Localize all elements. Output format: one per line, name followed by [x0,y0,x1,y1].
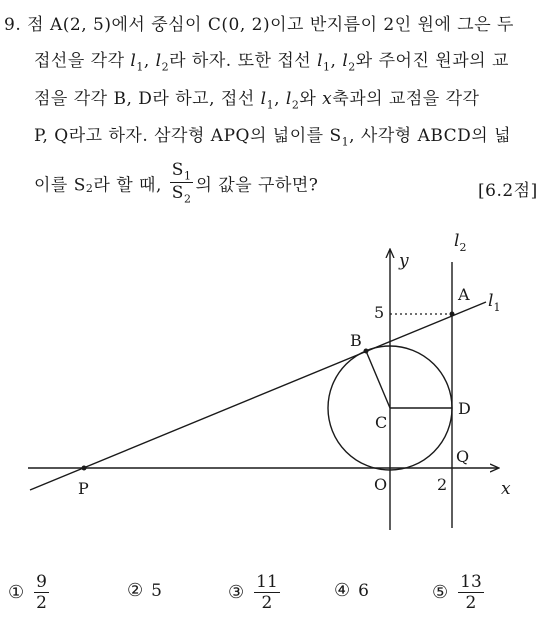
problem-line-5: 이를 $S_2$라 할 때, $\frac{S_1}{S_2}$ 의 값을 구하면? [34,160,319,206]
choice-4[interactable]: ④ 6 [334,580,369,601]
label-point-a: A [458,285,470,304]
problem-line-2: 접선을 각각 $l_1$, $l_2$라 하자. 또한 접선 $l_1$, $l_2$와 주어진 원과의 교 [34,51,509,74]
problem-line-4: P, Q라고 하자. 삼각형 APQ의 넓이를 $S_1$, 사각형 ABCD의 넓 [34,126,512,149]
label-l2: $l_2$ [454,231,467,254]
label-y-axis: y [399,251,409,271]
problem-text-1: 점 A(2, 5)에서 중심이 C(0, 2)이고 반지름이 2인 원에 그은 두 [27,15,514,35]
choice-2[interactable]: ② 5 [127,580,162,601]
fraction-s1-over-s2: $\frac{S_1}{S_2}$ [171,160,192,206]
problem-number: 9. [4,15,22,35]
label-point-p: P [78,479,89,498]
points-label: [6.2점] [478,181,538,201]
label-point-c: C [375,413,388,432]
choice-3[interactable]: ③ $\frac{11}{2}$ [228,572,278,613]
choice-5[interactable]: ⑤ $\frac{13}{2}$ [432,572,482,613]
label-tick-5: 5 [374,303,385,322]
problem-line-3: 점을 각각 B, D라 하고, 접선 $l_1$, $l_2$와 x축과의 교점을 각각 [34,89,480,112]
label-origin: O [374,475,388,494]
label-point-b: B [350,331,362,350]
label-tick-2: 2 [437,475,448,494]
tangent-line-l1 [30,302,486,490]
radius-cb [366,351,390,408]
label-point-q: Q [456,447,470,466]
label-x-axis: x [501,479,511,499]
choice-1[interactable]: ① $\frac{9}{2}$ [8,572,47,613]
label-l1: $l_1$ [488,291,501,314]
point-b-dot [364,349,369,354]
label-point-d: D [458,399,471,418]
point-p-dot [82,466,87,471]
point-a-dot [450,312,455,317]
